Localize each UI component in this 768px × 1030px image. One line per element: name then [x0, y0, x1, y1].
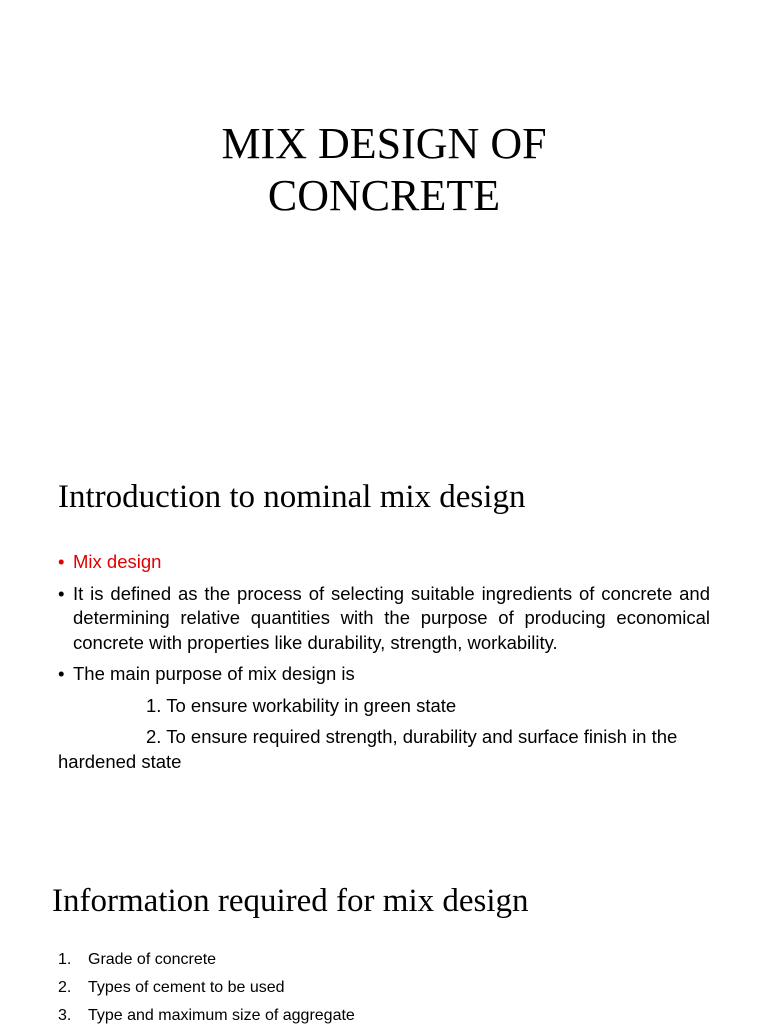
purpose-item-1: 1. To ensure workability in green state — [146, 694, 457, 716]
bullet-dot: • — [58, 663, 65, 684]
bullet-main-purpose — [58, 662, 710, 687]
bullet-text: The main purpose of mix design is — [73, 663, 355, 684]
purpose-item-2: 2. To ensure required strength, durability and surface finish in the hardened state — [58, 726, 678, 772]
list-item — [58, 974, 355, 1002]
list-item-number: 3. — [58, 1007, 72, 1024]
bullet-dot: • — [58, 551, 65, 572]
bullet-mix-design — [58, 550, 710, 575]
slide-title-line-2: CONCRETE — [267, 171, 501, 220]
list-item — [58, 1002, 355, 1030]
slide-title — [0, 118, 768, 222]
list-item — [58, 946, 355, 974]
intro-bullet-list — [58, 550, 710, 774]
list-item-number: 1. — [58, 951, 72, 968]
list-item-text: Types of cement to be used — [88, 979, 285, 996]
list-item-number: 2. — [58, 979, 72, 996]
bullet-text: Mix design — [73, 551, 162, 572]
slide-title-line-1: MIX DESIGN OF — [221, 119, 547, 168]
list-item-text: Grade of concrete — [88, 951, 217, 968]
info-heading: Information required for mix design — [52, 883, 529, 919]
bullet-definition — [58, 582, 710, 656]
list-item-text: Type and maximum size of aggregate — [88, 1007, 355, 1024]
bullet-dot: • — [58, 582, 65, 604]
bullet-text: It is defined as the process of selecting suitable ingredients of concrete and determining relative quantities with the purpose of producing economical concrete with properties like durability, strength, workability. — [73, 582, 710, 653]
info-numbered-list — [58, 946, 355, 1030]
intro-heading: Introduction to nominal mix design — [58, 479, 526, 515]
